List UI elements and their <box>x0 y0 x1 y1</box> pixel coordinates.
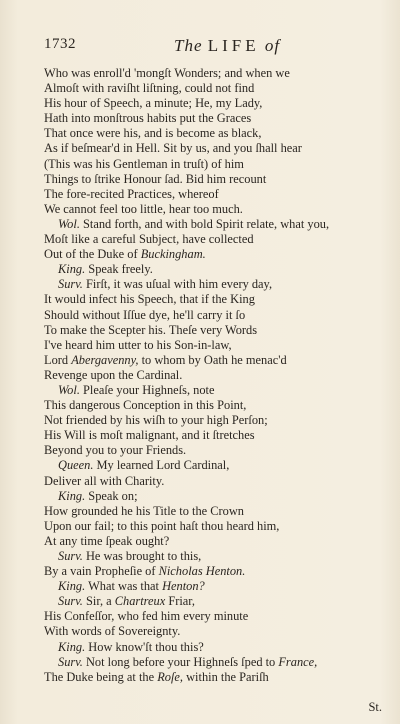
speaker-name: King. <box>58 579 86 594</box>
line-text: Lord <box>44 352 72 367</box>
text-line <box>44 549 384 564</box>
text-line <box>44 262 384 277</box>
line-text: What was that <box>85 579 163 594</box>
line-text: Moſt like a careful Subject, have collected <box>44 232 254 247</box>
line-text-continued: Friar, <box>165 594 196 609</box>
text-line <box>44 368 384 383</box>
line-text-continued: to whom by Oath he menac'd <box>138 352 287 367</box>
text-line <box>44 640 384 655</box>
speaker-name: Queen. <box>58 458 94 473</box>
text-line <box>44 126 384 141</box>
running-title-prefix: The <box>174 36 203 55</box>
speaker-name: Surv. <box>58 277 83 292</box>
text-line <box>44 338 384 353</box>
line-text: To make the Scepter his. Theſe very Words <box>44 322 258 337</box>
text-line <box>44 81 384 96</box>
speaker-name: Wol. <box>58 216 80 231</box>
text-line <box>44 474 384 489</box>
speaker-name: Surv. <box>58 594 83 609</box>
line-text: Stand forth, and with bold Spirit relate, what you, <box>79 216 330 231</box>
text-line <box>44 458 384 473</box>
line-text: How grounded he his Title to the Crown <box>44 503 244 518</box>
line-text: He was brought to this, <box>82 549 202 563</box>
text-line <box>44 655 384 670</box>
italic-name: Chartreux <box>114 594 166 609</box>
text-line <box>44 504 384 519</box>
line-text: The fore-recited Practices, whereof <box>44 186 219 201</box>
text-line <box>44 217 384 232</box>
line-text: Firſt, it was uſual with him every day, <box>82 277 273 292</box>
text-line <box>44 353 384 368</box>
text-line <box>44 398 384 413</box>
text-line <box>44 141 384 156</box>
line-text: Sir, a <box>82 594 115 609</box>
line-text: Deliver all with Charity. <box>44 473 165 488</box>
line-text: The Duke being at the <box>44 669 158 684</box>
line-text: (This was his Gentleman in truſt) of him <box>44 156 244 171</box>
italic-name: France, <box>278 654 318 669</box>
line-text: Beyond you to your Friends. <box>44 443 187 458</box>
line-text: That once were his, and is become as black, <box>44 126 262 141</box>
text-line <box>44 413 384 428</box>
line-text: As if beſmear'd in Hell. Sit by us, and you ſhall hear <box>44 141 302 156</box>
line-text: Speak on; <box>85 488 138 503</box>
line-text: We cannot feel too little, hear too much. <box>44 201 243 216</box>
text-line <box>44 247 384 262</box>
text-line <box>44 534 384 549</box>
running-title-caps: LIFE <box>207 36 260 55</box>
line-text: This dangerous Conception in this Point, <box>44 398 247 413</box>
italic-name: Buckingham. <box>140 247 206 262</box>
text-line <box>44 564 384 579</box>
speaker-name: King. <box>58 488 86 503</box>
text-line <box>44 96 384 111</box>
text-line <box>44 323 384 338</box>
text-line <box>44 202 384 217</box>
text-line <box>44 232 384 247</box>
speaker-name: King. <box>58 639 86 654</box>
text-line <box>44 383 384 398</box>
line-text: Should without Iſſue dye, he'll carry it ſo <box>44 307 246 322</box>
line-text: By a vain Propheſie of <box>44 564 159 579</box>
line-text: Who was enroll'd 'mongſt Wonders; and when we <box>44 66 290 80</box>
line-text: At any time ſpeak ought? <box>44 533 170 548</box>
text-line <box>44 292 384 307</box>
line-text: How know'ſt thou this? <box>85 639 204 654</box>
speaker-name: Wol. <box>58 382 80 397</box>
line-text: My learned Lord Cardinal, <box>93 458 230 473</box>
line-text: Not friended by his wiſh to your high Perſon; <box>44 413 268 428</box>
line-text: Speak freely. <box>85 262 153 277</box>
speaker-name: King. <box>58 262 86 277</box>
running-title-suffix: of <box>264 36 281 55</box>
running-title <box>174 36 280 56</box>
text-line <box>44 308 384 323</box>
italic-name: Henton? <box>162 579 205 594</box>
line-text: His hour of Speech, a minute; He, my Lady, <box>44 96 263 111</box>
line-text: I've heard him utter to his Son-in-law, <box>44 337 232 352</box>
text-line <box>44 172 384 187</box>
page-header <box>44 36 338 58</box>
text-line <box>44 609 384 624</box>
text-line <box>44 489 384 504</box>
line-text: Revenge upon the Cardinal. <box>44 367 183 382</box>
line-text: Out of the Duke of <box>44 247 141 262</box>
speaker-name: Surv. <box>58 654 83 669</box>
line-text: Almoſt with raviſht liſtning, could not find <box>44 81 255 96</box>
line-text: Pleaſe your Highneſs, note <box>79 382 215 397</box>
line-text: Hath into monſtrous habits put the Graces <box>44 111 252 126</box>
text-line <box>44 670 384 685</box>
text-line <box>44 443 384 458</box>
italic-name: Nicholas Henton. <box>158 564 246 579</box>
speaker-name: Surv. <box>58 549 83 563</box>
italic-name: Abergavenny, <box>71 352 139 367</box>
text-line <box>44 66 384 81</box>
line-text: His Will is moſt malignant, and it ſtretches <box>44 428 255 443</box>
line-text: Things to ſtrike Honour ſad. Bid him recount <box>44 171 267 186</box>
text-line <box>44 187 384 202</box>
text-line <box>44 519 384 534</box>
text-line <box>44 157 384 172</box>
line-text: His Confeſſor, who fed him every minute <box>44 609 249 624</box>
play-text <box>44 66 384 685</box>
line-text: With words of Sovereignty. <box>44 624 181 639</box>
text-line <box>44 594 384 609</box>
italic-name: Roſe, <box>157 669 184 684</box>
text-line <box>44 624 384 639</box>
line-text: It would infect his Speech, that if the King <box>44 292 255 307</box>
line-text: Upon our fail; to this point haſt thou heard him, <box>44 518 280 533</box>
line-text: Not long before your Highneſs ſped to <box>82 654 279 669</box>
text-line <box>44 579 384 594</box>
text-line <box>44 277 384 292</box>
page-number: 1732 <box>44 36 76 52</box>
text-line <box>44 111 384 126</box>
catchword: St. <box>368 700 382 714</box>
text-line <box>44 428 384 443</box>
line-text-continued: within the Pariſh <box>183 669 269 684</box>
